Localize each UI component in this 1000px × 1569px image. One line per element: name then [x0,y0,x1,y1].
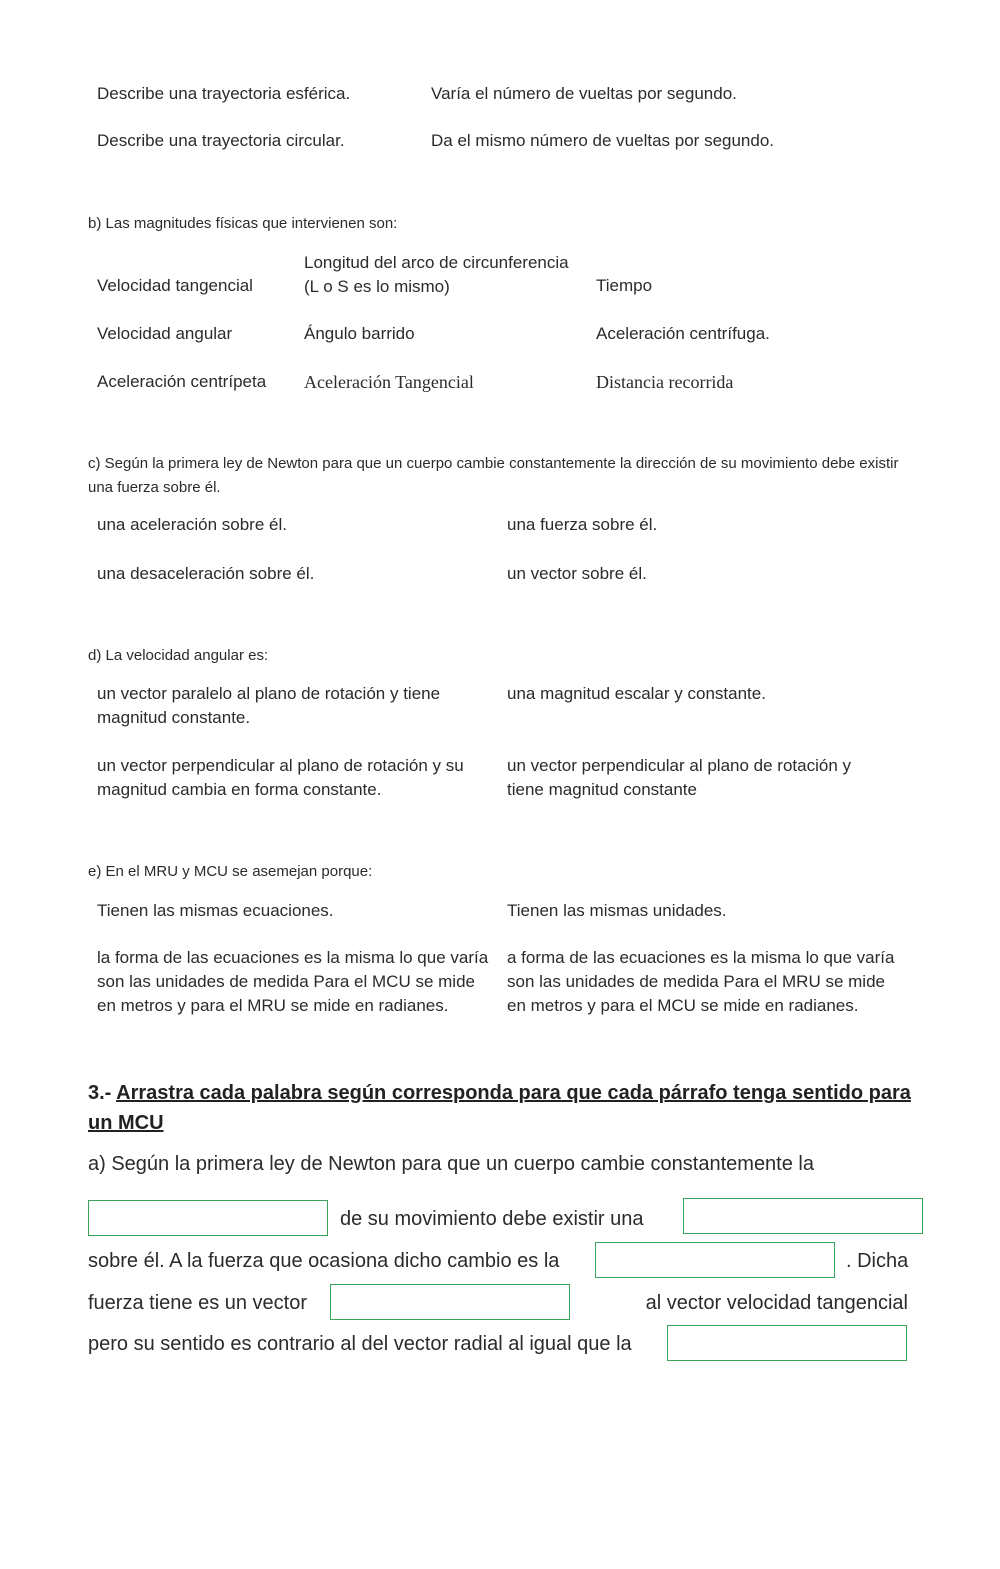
option-b-7[interactable]: Aceleración centrípeta [97,372,267,391]
drop-box-1[interactable] [88,1200,328,1236]
option-c-2[interactable]: una fuerza sobre él. [507,515,658,534]
question-b: b) Las magnitudes físicas que intervienen son: [88,215,398,232]
option-b-1[interactable]: Velocidad tangencial [97,276,253,295]
option-b-8[interactable]: Aceleración Tangencial [304,372,474,392]
option-c-4[interactable]: un vector sobre él. [507,564,647,583]
drop-box-2[interactable] [683,1198,923,1234]
option-c-1[interactable]: una aceleración sobre él. [97,515,287,534]
paragraph-line-1: a) Según la primera ley de Newton para que un cuerpo cambie constantemente la [88,1153,814,1175]
option-e-3[interactable]: la forma de las ecuaciones es la misma lo que varía son las unidades de medida Para el MCU se mide en metros y para el MRU se mide en radianes. [97,948,489,1015]
option-b-5[interactable]: Ángulo barrido [304,324,415,343]
option-d-3[interactable]: un vector perpendicular al plano de rotación y su magnitud cambia en forma constante. [97,756,464,799]
option-e-1[interactable]: Tienen las mismas ecuaciones. [97,901,334,920]
exercise-3-title [88,1078,918,1138]
option-d-1[interactable]: un vector paralelo al plano de rotación y tiene magnitud constante. [97,684,441,727]
option-c-3[interactable]: una desaceleración sobre él. [97,564,315,583]
option-b-2[interactable]: Longitud del arco de circunferencia (L o S es lo mismo) [304,253,569,296]
option-d-2[interactable]: una magnitud escalar y constante. [507,684,766,703]
option-d-4[interactable]: un vector perpendicular al plano de rotación y tiene magnitud constante [507,756,851,799]
option-b-9[interactable]: Distancia recorrida [596,372,734,392]
paragraph-line-4-end: al vector velocidad tangencial [645,1292,908,1314]
option-e-2[interactable]: Tienen las mismas unidades. [507,901,727,920]
paragraph-line-3-start: sobre él. A la fuerza que ocasiona dicho cambio es la [88,1250,560,1272]
option-a-4[interactable]: Da el mismo número de vueltas por segundo. [431,131,775,150]
drop-box-3[interactable] [595,1242,835,1278]
option-b-4[interactable]: Velocidad angular [97,324,233,343]
option-b-3[interactable]: Tiempo [596,276,653,295]
paragraph-line-3-end: . Dicha [846,1250,909,1272]
option-b-6[interactable]: Aceleración centrífuga. [596,324,770,343]
question-e: e) En el MRU y MCU se asemejan porque: [88,863,373,880]
paragraph-line-5: pero su sentido es contrario al del vector radial al igual que la [88,1333,632,1355]
option-a-2[interactable]: Varía el número de vueltas por segundo. [431,84,737,103]
exercise-3-number: 3.- [88,1082,117,1104]
option-a-3[interactable]: Describe una trayectoria circular. [97,131,345,150]
drop-box-4[interactable] [330,1284,570,1320]
paragraph-line-4-start: fuerza tiene es un vector [88,1292,308,1314]
exercise-3-instruction: Arrastra cada palabra según corresponda para que cada párrafo tenga sentido para un MCU [88,1082,911,1134]
drop-box-5[interactable] [667,1325,907,1361]
paragraph-line-2: de su movimiento debe existir una [340,1208,644,1230]
option-a-1[interactable]: Describe una trayectoria esférica. [97,84,351,103]
option-e-4[interactable]: a forma de las ecuaciones es la misma lo que varía son las unidades de medida Para el MRU se mide en metros y para el MCU se mide en radianes. [507,948,895,1015]
question-d: d) La velocidad angular es: [88,647,269,664]
question-c: c) Según la primera ley de Newton para que un cuerpo cambie constantemente la dirección de su movimiento debe existir una fuerza sobre él. [88,455,899,496]
